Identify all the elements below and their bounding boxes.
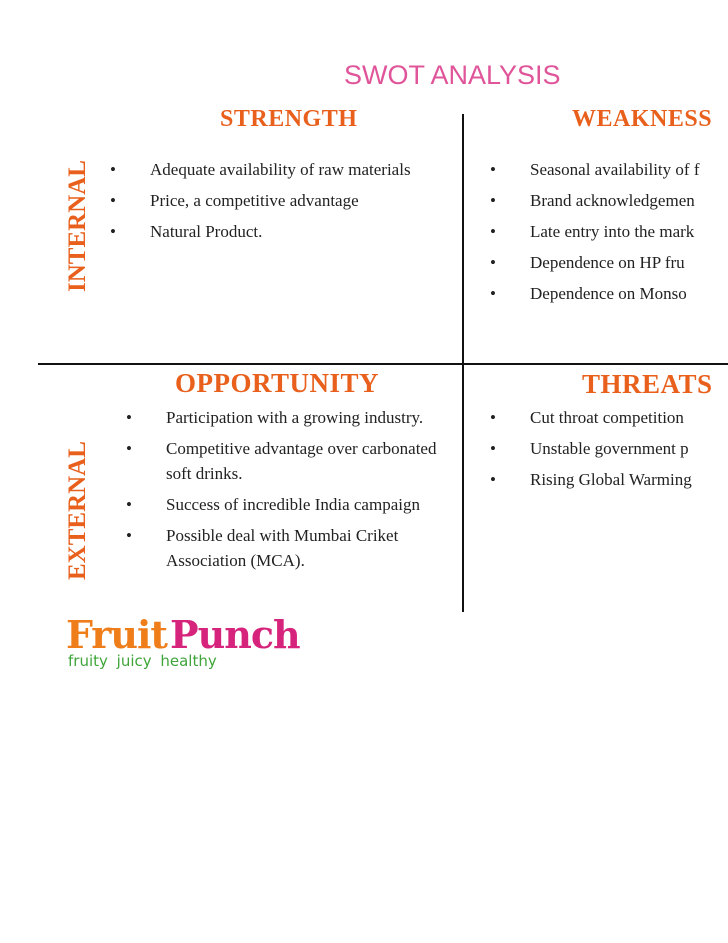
page-title: SWOT ANALYSIS [344, 60, 561, 90]
logo-word-punch: Punch [170, 612, 300, 657]
list-item: • Rising Global Warming [490, 470, 692, 489]
list-item: • Adequate availability of raw materials [110, 160, 411, 179]
logo-tagline: fruity juicy healthy [68, 652, 217, 670]
opportunity-list [126, 405, 458, 579]
list-item: • Participation with a growing industry. [126, 408, 424, 427]
list-item: • Price, a competitive advantage [110, 191, 359, 210]
threats-heading: THREATS [582, 369, 713, 399]
list-item: • Natural Product. [110, 222, 263, 241]
list-item: • Cut throat competition [490, 408, 684, 427]
weakness-heading: WEAKNESS [572, 106, 713, 132]
weakness-list [490, 157, 728, 312]
fruit-punch-logo [66, 612, 300, 674]
list-item: • Competitive advantage over carbonated soft drinks. [126, 439, 437, 483]
list-item: • Dependence on Monso [490, 284, 687, 303]
list-item: • Unstable government p [490, 439, 689, 458]
external-label: EXTERNAL [64, 441, 91, 580]
internal-label: INTERNAL [64, 160, 91, 292]
horizontal-divider [38, 363, 728, 365]
strength-heading: STRENGTH [220, 106, 358, 132]
list-item: • Seasonal availability of f [490, 160, 700, 179]
list-item: • Success of incredible India campaign [126, 495, 420, 514]
list-item: • Possible deal with Mumbai Criket Association (MCA). [126, 526, 399, 570]
threats-list [490, 405, 728, 498]
list-item: • Brand acknowledgemen [490, 191, 695, 210]
logo-word-fruit: Fruit [66, 612, 167, 657]
strength-list [110, 157, 450, 250]
list-item: • Late entry into the mark [490, 222, 695, 241]
opportunity-heading: OPPORTUNITY [175, 368, 380, 398]
list-item: • Dependence on HP fru [490, 253, 685, 272]
